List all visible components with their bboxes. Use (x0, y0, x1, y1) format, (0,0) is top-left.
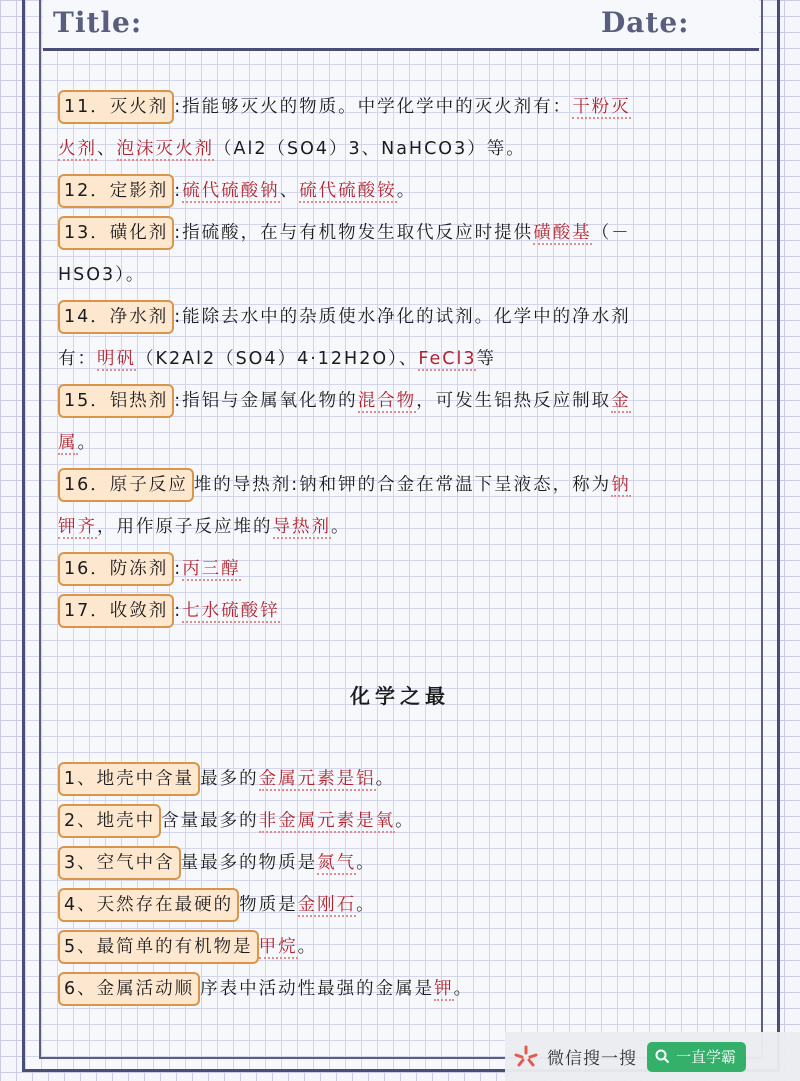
reagent-entry (58, 296, 758, 380)
entry-line (58, 548, 758, 590)
highlighted-term: 金 (611, 391, 631, 411)
watermark-search-button[interactable] (647, 1042, 746, 1072)
body-text: 。 (77, 433, 97, 453)
entry-continuation (58, 128, 758, 170)
body-text: : (174, 181, 183, 201)
highlighted-term: 钾齐 (58, 517, 97, 537)
date-label: Date: (601, 6, 690, 39)
reagent-entry (58, 464, 758, 548)
reagent-tag: 17．收敛剂 (58, 594, 174, 628)
body-text: : (174, 559, 183, 579)
highlighted-term: 氮气 (317, 853, 357, 873)
reagent-entry (58, 86, 758, 170)
body-text: 。 (375, 769, 396, 789)
highlighted-term: 丙三醇 (182, 559, 241, 579)
reagent-tag: 16．原子反应 (58, 468, 194, 502)
entry-line (58, 212, 758, 254)
highlighted-term: 金刚石 (297, 895, 357, 915)
entry-continuation (58, 506, 758, 548)
fact-item (58, 842, 758, 884)
watermark-button-label: 一直学霸 (676, 1048, 737, 1066)
body-text: 序表中活动性最强的金属是 (200, 979, 435, 999)
reagent-tag: 11．灭火剂 (58, 90, 174, 124)
highlighted-term: 硫代硫酸钠 (182, 181, 280, 201)
highlighted-term: 钾 (434, 979, 454, 999)
body-text: （－ (591, 223, 631, 243)
fact-item (58, 884, 758, 926)
fact-item (58, 926, 758, 968)
reagent-entry (58, 170, 758, 212)
entry-line (58, 296, 758, 338)
entry-line (58, 170, 758, 212)
body-text: 含量最多的 (161, 811, 259, 831)
chemistry-facts-list (58, 758, 758, 1010)
body-text: 、 (97, 139, 117, 159)
fact-tag: 3、空气中含 (58, 846, 181, 880)
highlighted-term: 磺酸基 (533, 223, 592, 243)
entry-line (58, 380, 758, 422)
body-text: 。 (453, 979, 474, 999)
entry-line (58, 464, 758, 506)
fact-item (58, 800, 758, 842)
body-text: ，可发生铝热反应制取 (416, 391, 612, 411)
fact-tag: 5、最简单的有机物是 (58, 930, 259, 964)
highlighted-term: 火剂 (58, 139, 97, 159)
body-text: 。 (331, 517, 351, 537)
section-title: 化学之最 (350, 684, 450, 708)
entry-continuation (58, 422, 758, 464)
fact-tag: 4、天然存在最硬的 (58, 888, 239, 922)
entry-line (58, 86, 758, 128)
highlighted-term: 七水硫酸锌 (182, 601, 280, 621)
reagent-tag: 15．铝热剂 (58, 384, 174, 418)
body-text: :指能够灭火的物质。中学化学中的灭火剂有： (174, 97, 573, 117)
highlighted-term: 硫代硫酸铵 (299, 181, 397, 201)
wechat-search-watermark[interactable] (505, 1032, 800, 1081)
body-text: 。 (297, 937, 318, 957)
body-text: 等 (476, 349, 496, 369)
highlighted-term: FeCl3 (418, 349, 477, 369)
entry-continuation (58, 254, 758, 296)
body-text: 堆的导热剂:钠和钾的合金在常温下呈液态，称为 (193, 475, 612, 495)
body-text: （Al2（SO4）3、NaHCO3）等。 (214, 139, 526, 159)
reagent-entry (58, 548, 758, 590)
reagent-list (58, 86, 758, 632)
body-text: 、 (279, 181, 300, 201)
search-icon (655, 1049, 670, 1064)
body-text: :能除去水中的杂质使水净化的试剂。化学中的净水剂 (174, 307, 631, 327)
reagent-entry (58, 212, 758, 296)
body-text: 有： (58, 349, 97, 369)
highlighted-term: 混合物 (357, 391, 417, 411)
highlighted-term: 属 (58, 433, 78, 453)
fact-tag: 6、金属活动顺 (58, 972, 200, 1006)
body-text: ，用作原子反应堆的 (97, 517, 273, 537)
page-header (43, 0, 759, 51)
fact-tag: 1、地壳中含量 (58, 762, 200, 796)
highlighted-term: 非金属元素是氧 (258, 811, 396, 831)
reagent-entry (58, 380, 758, 464)
reagent-tag: 14．净水剂 (58, 300, 174, 334)
highlighted-term: 金属元素是铝 (258, 769, 376, 789)
body-text: : (174, 601, 183, 621)
fact-tag: 2、地壳中 (58, 804, 161, 838)
reagent-tag: 13．磺化剂 (58, 216, 174, 250)
highlighted-term: 导热剂 (272, 517, 331, 537)
body-text: 量最多的物质是 (180, 853, 318, 873)
body-text: 物质是 (239, 895, 298, 915)
fact-item (58, 758, 758, 800)
body-text: 。 (396, 181, 417, 201)
highlighted-term: 干粉灭 (572, 97, 631, 117)
highlighted-term: 甲烷 (258, 937, 298, 957)
fact-item (58, 968, 758, 1010)
entry-continuation (58, 338, 758, 380)
entry-line (58, 590, 758, 632)
body-text: （K2Al2（SO4）4·12H2O）、 (136, 349, 419, 369)
body-text: :指硫酸，在与有机物发生取代反应时提供 (174, 223, 534, 243)
highlighted-term: 明矾 (97, 349, 136, 369)
reagent-entry (58, 590, 758, 632)
body-text: :指铝与金属氧化物的 (174, 391, 358, 411)
body-text: HSO3）。 (58, 265, 146, 285)
watermark-search-text: 微信搜一搜 (547, 1049, 637, 1069)
title-label: Title: (53, 6, 143, 39)
body-text: 。 (356, 895, 376, 915)
reagent-tag: 16．防冻剂 (58, 552, 174, 586)
body-text: 。 (395, 811, 415, 831)
wechat-search-icon (513, 1044, 539, 1070)
reagent-tag: 12．定影剂 (58, 174, 174, 208)
body-text: 。 (356, 853, 376, 873)
highlighted-term: 泡沫灭火剂 (116, 139, 214, 159)
body-text: 最多的 (200, 769, 259, 789)
highlighted-term: 钠 (611, 475, 631, 495)
